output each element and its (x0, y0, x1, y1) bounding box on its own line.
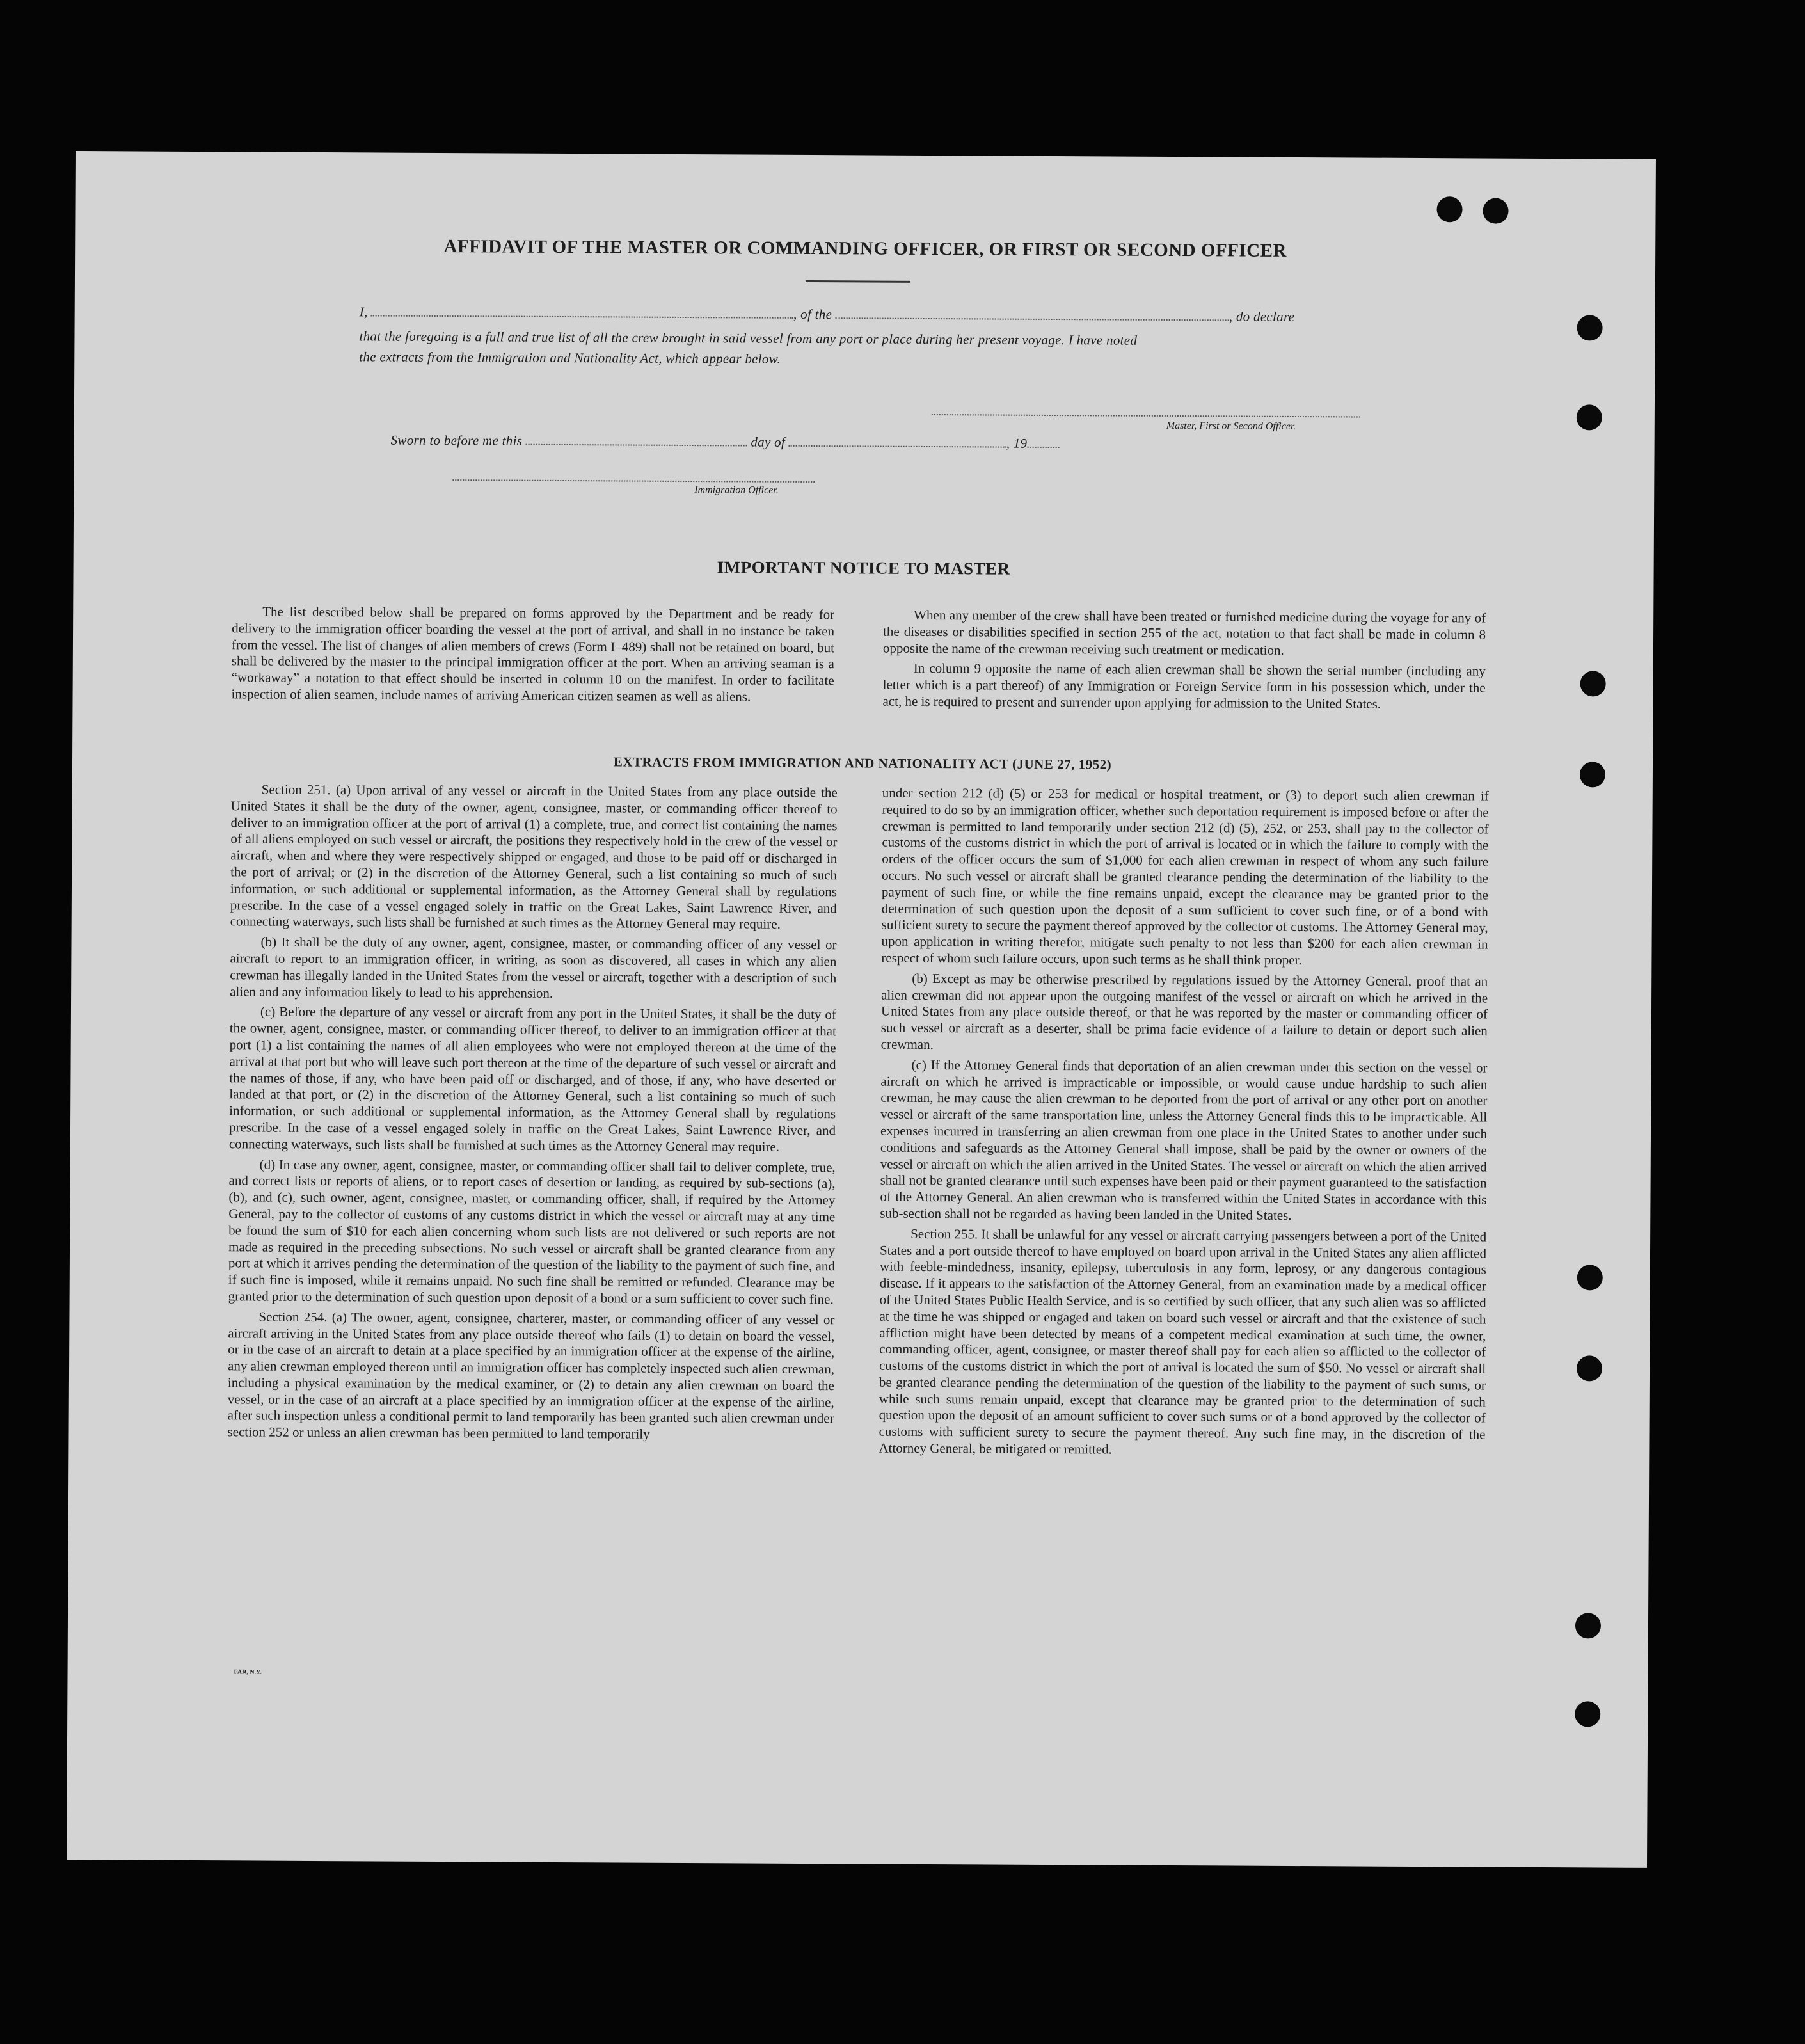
extracts-right-column (879, 785, 1489, 1464)
act-section-paragraph: (c) Before the departure of any vessel or aircraft from any port in the United States, it shall be the duty of the owner, agent, consignee, master, or commanding officer thereof, to deliver to an immigration officer at that port (1) a list containing the names of all alien employees who were not employed thereon at the time of the arrival at that port but who will leave such port thereon at the time of the departure of such vessel or aircraft and the names of those, if any, who have been paid off or discharged, and of those, if any, who have deserted or landed at that port, or (2) in the discretion of the Attorney General, such a list containing so much of such information, or such additional or supplemental information, as the Attorney General shall by regulations prescribe. In the case of a vessel engaged solely in traffic on the Great Lakes, Saint Lawrence River, and connecting waterways, such lists shall be furnished at such times as the Attorney General may require. (228, 1003, 837, 1154)
act-section-paragraph: Section 251. (a) Upon arrival of any vessel or aircraft in the United States from any place outside the United States it shall be the duty of the owner, agent, consignee, master, or commanding officer thereof to deliver to an immigration officer at the port of arrival (1) a complete, true, and correct list containing the names of all aliens employed on such vessel or aircraft, the positions they respectively hold in the crew of the vessel or aircraft, when and where they were respectively shipped or engaged, and those to be paid off or discharged in the port of arrival; or (2) in the discretion of the Attorney General, such a list containing so much of such information, or such additional or supplemental information, as the Attorney General shall by regulations prescribe. In the case of a vessel engaged solely in traffic on the Great Lakes, Saint Lawrence River, and connecting waterways, such lists shall be furnished at such times as the Attorney General may require. (230, 781, 838, 932)
declaration-line-2: that the foregoing is a full and true list of all the crew brought in said vessel from any port or place during her present voyage. I have noted (359, 328, 1138, 348)
extracts-left-column (227, 781, 837, 1448)
binder-hole (1483, 198, 1508, 224)
master-signature-line[interactable] (932, 414, 1360, 418)
printer-mark: FAR, N.Y. (234, 1668, 262, 1676)
binder-hole (1577, 404, 1602, 430)
sworn-label: Sworn to before me this (390, 432, 523, 449)
extracts-title: EXTRACTS FROM IMMIGRATION AND NATIONALITY ACT (JUNE 27, 1952) (613, 754, 1112, 772)
act-section-paragraph: Section 254. (a) The owner, agent, consignee, charterer, master, or commanding officer of any vessel or aircraft arriving in the United States from any place outside thereof who fails (1) to detain on board the vessel, or in the case of an aircraft to detain at a place specified by an immigration officer at the expense of the airline, any alien crewman employed thereon until an immigration officer has completely inspected such alien crewman, including a physical examination by the medical examiner, or (2) to detain any alien crewman on board the vessel, or in the case of an aircraft at a place specified by an immigration officer at the expense of the airline, after such inspection unless a conditional permit to land temporarily has been granted such alien crewman under section 252 or unless an alien crewman has been permitted to land temporarily (227, 1309, 835, 1442)
act-section-paragraph: (c) If the Attorney General finds that deportation of an alien crewman under this section on the vessel or aircraft on which he arrived is impracticable or impossible, or would cause undue hardship to such alien crewman, he may cause the alien crewman to be deported from the port of arrival or any other port on another vessel or aircraft of the same transportation line, unless the Attorney General finds this to be impracticable. All expenses incurred in transferring an alien crewman from one place in the United States to another under such conditions and safeguards as the Attorney General shall impose, shall be paid by the owner or owners of the vessel or aircraft on which the alien arrived in the United States. The vessel or aircraft on which the alien arrived shall not be granted clearance until such expenses have been paid or their payment guaranteed to the satisfaction of the Attorney General. An alien crewman who is transferred within the United States in accordance with this sub-section shall not be regarded as having been landed in the United States. (880, 1057, 1488, 1223)
binder-hole (1575, 1701, 1600, 1727)
document-page (67, 151, 1656, 1868)
binder-hole (1577, 315, 1602, 340)
officer-signature-caption: Immigration Officer. (694, 484, 779, 496)
notice-title: IMPORTANT NOTICE TO MASTER (717, 557, 1010, 579)
notice-paragraph: When any member of the crew shall have been treated or furnished medicine during the voyage for any of the diseases or disabilities specified in section 255 of the act, notation to that fact shall be made in column 8 opposite the name of the crewman receiving such treatment or medication. (882, 607, 1486, 658)
declarant-label: I, (359, 304, 368, 320)
vessel-name-field[interactable] (836, 306, 1229, 321)
notice-paragraph: In column 9 opposite the name of each alien crewman shall be shown the serial number (including any letter which is a part thereof) of any Immigration or Foreign Service form in his possession which, under the act, he is required to present and surrender upon applying for admission to the United States. (882, 660, 1486, 712)
binder-hole (1575, 1613, 1601, 1638)
vessel-label: , of the (793, 306, 832, 323)
declarant-name-field[interactable] (371, 303, 793, 318)
notice-left-column (231, 603, 834, 710)
notice-right-column (882, 607, 1486, 717)
notice-paragraph: The list described below shall be prepared on forms approved by the Department and be ready for delivery to the immigration officer boarding the vessel at the port of arrival, and shall in no instance be taken from the vessel. The list of changes of alien members of crews (Form I–489) shall not be retained on board, but shall be delivered by the master to the principal immigration officer at the port. When an arriving seaman is a “workaway” a notation to that effect should be inserted in column 10 on the manifest. In order to facilitate inspection of alien seamen, include names of arriving American citizen seamen as well as aliens. (231, 603, 835, 705)
act-section-paragraph: (b) It shall be the duty of any owner, agent, consignee, master, or commanding officer of any vessel or aircraft to report to an immigration officer, in writing, as soon as discovered, all cases in which any alien crewman has illegally landed in the United States from the vessel or aircraft, together with a description of such alien and any information likely to lead to his apprehension. (230, 934, 837, 1001)
binder-hole (1580, 671, 1606, 696)
sworn-line (391, 432, 1466, 454)
title-divider (806, 280, 910, 283)
day-of-label: day of (751, 434, 786, 450)
act-section-paragraph: Section 255. It shall be unlawful for any vessel or aircraft carrying passengers between a port of the United States and a port outside thereof to have employed on board upon arrival in the United States any alien afflicted with feeble-mindedness, insanity, epilepsy, tuberculosis in any form, leprosy, or any dangerous contagious disease. If it appears to the satisfaction of the Attorney General, from an examination made by a medical officer of the United States Public Health Service, and is so certified by such officer, that any such alien was so afflicted at the time he was shipped or engaged and taken on board such vessel or aircraft and that the existence of such affliction might have been detected by means of a competent medical examination at such time, the owner, commanding officer, agent, consignee, or master thereof shall pay for each alien so afflicted to the collector of customs of the customs district in which the port of arrival is located the sum of $50. No vessel or aircraft shall be granted clearance pending the determination of the question of the liability to the payment of such sums, or while such sums remain unpaid, except that clearance may be granted prior to the determination of such question upon the deposit of an amount sufficient to cover such sums or of a bond approved by the collector of customs with sufficient surety to secure the payment thereof. Any such fine may, in the discretion of the Attorney General, be mitigated or remitted. (879, 1226, 1487, 1457)
affidavit-title: AFFIDAVIT OF THE MASTER OR COMMANDING OFFICER, OR FIRST OR SECOND OFFICER (443, 236, 1287, 261)
affidavit-declaration (360, 303, 1435, 326)
act-section-paragraph: (b) Except as may be otherwise prescribed by regulations issued by the Attorney General, proof that an alien crewman did not appear upon the outgoing manifest of the vessel or aircraft on which he arrived in the United States from any place outside thereof, or that he was reported by the master or commanding officer of such vessel or aircraft as a deserter, shall be prima facie evidence of a failure to detain or deport such alien crewman. (880, 970, 1488, 1052)
declare-label: , do declare (1229, 308, 1295, 324)
act-section-paragraph: under section 212 (d) (5) or 253 for medical or hospital treatment, or (3) to deport such alien crewman if required to do so by an immigration officer, whether such deportation requirement is imposed before or after the crewman is permitted to land temporarily under section 212 (d) (5), 252, or 253, shall pay to the collector of customs of the customs district in which the port of arrival is located or in which the failure to comply with the orders of the officer occurs the sum of $1,000 for each alien crewman in respect of whom any such failure occurs. No such vessel or aircraft shall be granted clearance pending the determination of the liability to the payment of such fine, or while the fine remains unpaid, except the clearance may be granted prior to the determination of such question upon the deposit of a sum sufficient to cover such fine, or of a bond with sufficient surety to secure the payment thereof approved by the collector of customs. The Attorney General may, upon application in writing therefor, mitigate such penalty to not less than $200 for each alien crewman in respect of whom such failure occurs, upon such terms as he shall think proper. (881, 785, 1489, 968)
binder-hole (1577, 1355, 1602, 1381)
year-label: , 19 (1006, 435, 1028, 451)
sworn-day-field[interactable] (526, 433, 747, 447)
officer-signature-line[interactable] (452, 479, 815, 483)
act-section-paragraph: (d) In case any owner, agent, consignee, master, or commanding officer shall fail to deliver complete, true, and correct lists or reports of aliens, or to report cases of desertion or landing, as required by sub-sections (a), (b), and (c), such owner, agent, consignee, master, or commanding officer, shall, if required by the Attorney General, pay to the collector of customs of any customs district in which the vessel or aircraft may at any time be found the sum of $10 for each alien concerning whom such lists are not delivered or such reports are not made as required in the preceding subsections. No such vessel or aircraft shall be granted clearance from any port at which it arrives pending the determination of the question of the liability to the payment of such fine, and if such fine is imposed, while it remains unpaid. No such fine shall be remitted or refunded. Clearance may be granted prior to the determination of such question upon deposit of a bond or a sum sufficient to cover such fine. (228, 1156, 836, 1307)
sworn-year-field[interactable] (1027, 435, 1059, 448)
binder-hole (1577, 1265, 1603, 1290)
binder-hole (1436, 196, 1462, 222)
sworn-month-field[interactable] (789, 434, 1006, 448)
declaration-line-3: the extracts from the Immigration and Nationality Act, which appear below. (359, 349, 781, 367)
master-signature-caption: Master, First or Second Officer. (1166, 420, 1296, 432)
